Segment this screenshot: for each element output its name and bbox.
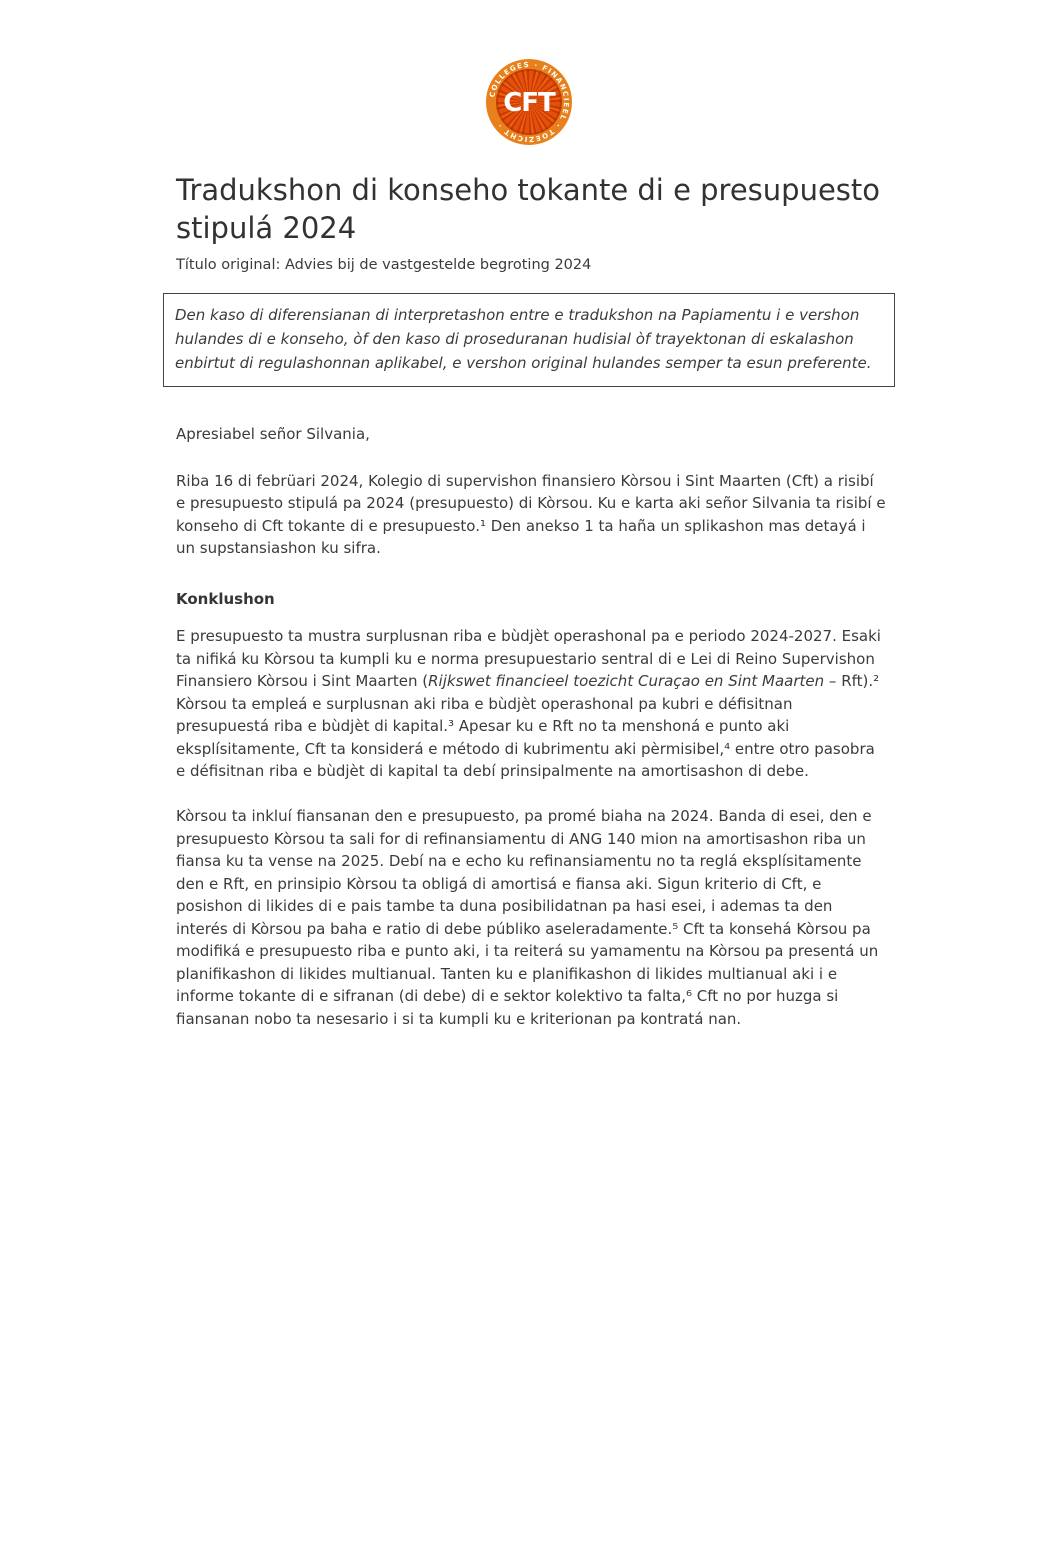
logo-ring-text: COLLEGES · FINANCIEEL · TOEZICHT ·: [488, 60, 571, 144]
intro-paragraph: Riba 16 di febrüari 2024, Kolegio di supervishon finansiero Kòrsou i Sint Maarten (Cft) a risibí e presupuesto stipulá pa 2024 (presupuesto) di Kòrsou. Ku e karta aki señor Silvania ta risibí e konseho di Cft tokante di e presupuesto.¹ Den anekso 1 ta haña un splikashon mas detayá i un supstansiashon ku sifra.: [176, 471, 886, 557]
conclusion-p1-run-1: E presupuesto ta mustra surplusnan riba e bùdjèt operashonal pa e periodo 2024-2027. Esaki ta nifiká ku Kòrsou ta kumpli ku e norma presupuestario sentral di e Lei di Reino Supervishon Finansiero Kòrsou i Sint Maarten (: [176, 627, 881, 690]
conclusion-paragraph-2: Kòrsou ta inkluí fiansanan den e presupuesto, pa promé biaha na 2024. Banda di esei, den e presupuesto Kòrsou ta sali for di refinansiamentu di ANG 140 mion na amortisashon riba un fiansa ku ta vense na 2025. Debí na e echo ku refinansiamentu no ta reglá eksplísitamente den e Rft, en prinsipio Kòrsou ta obligá di amortisá e fiansa aki. Sigun kriterio di Cft, e posishon di likides di e pais tambe ta duna posibilidatnan pa hasi esei, i ademas ta den interés di Kòrsou pa baha e ratio di debe públiko aseleradamente.⁵ Cft ta konsehá Kòrsou pa modifiká e presupuesto riba e punto aki, i ta reiterá su yamamentu na Kòrsou pa presentá un planifikashon di likides multianual. Tanten ku e planifikashon di likides multianual aki i e informe tokante di e sifranan (di debe) di e sektor kolektivo ta falta,⁶ Cft no por huzga si fiansanan nobo ta nesesario i si ta kumpli ku e kriterionan pa kontratá nan.: [176, 807, 879, 1028]
original-title-subtitle: Título original: Advies bij de vastgestelde begroting 2024: [176, 257, 592, 273]
conclusion-p1-run-italic: Rijkswet financieel toezicht Curaçao en Sint Maarten: [428, 672, 825, 690]
document-content: [176, 171, 886, 1030]
conclusion-paragraph-1: [176, 625, 886, 783]
salutation: Apresiabel señor Silvania,: [176, 425, 370, 443]
page-title: Tradukshon di konseho tokante di e presupuesto stipulá 2024: [176, 173, 881, 245]
cft-seal-logo: [486, 59, 572, 145]
conclusion-heading: Konklushon: [176, 589, 275, 608]
logo-text-overlay: [486, 59, 572, 145]
logo-cft-monogram: CFT: [503, 88, 555, 118]
disclaimer-box: Den kaso di diferensianan di interpretashon entre e tradukshon na Papiamentu i e vershon hulandes di e konseho, òf den kaso di proseduranan hudisial òf trayektonan di eskalashon enbirtut di regulashonnan aplikabel, e vershon original hulandes semper ta esun preferente.: [163, 293, 895, 387]
conclusion-p1-run-3: – Rft).² Kòrsou ta empleá e surplusnan aki riba e bùdjèt operashonal pa kubri e défisitnan presupuestá riba e bùdjèt di kapital.³ Apesar ku e Rft no ta menshoná e punto aki eksplísitamente, Cft ta konsiderá e método di kubrimentu aki pèrmisibel,⁴ entre otro pasobra e défisitnan riba e bùdjèt di kapital ta debí prinsipalmente na amortisashon di debe.: [176, 672, 880, 780]
document-page: [0, 59, 1058, 1556]
